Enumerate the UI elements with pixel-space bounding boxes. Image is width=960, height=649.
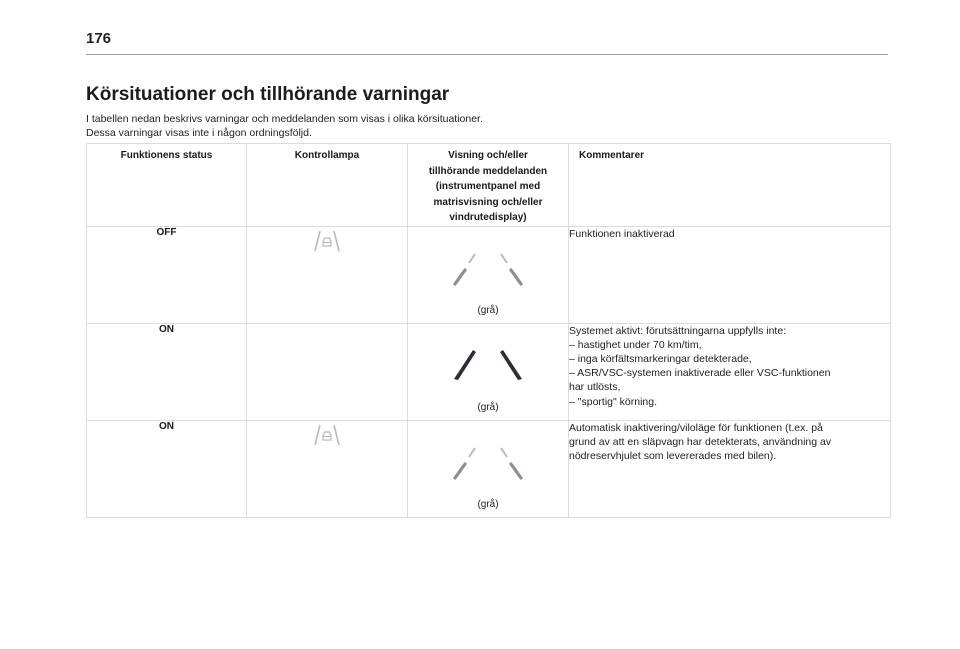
header-display-line: (instrumentpanel med — [435, 181, 541, 192]
display-cell — [408, 323, 569, 420]
header-lamp: Kontrollampa — [247, 144, 408, 227]
comment-line: grund av att en släpvagn har detekterats, användning av — [569, 435, 832, 448]
lamp-cell — [247, 226, 408, 323]
header-status: Funktionens status — [87, 144, 247, 227]
status-cell: ON — [87, 323, 247, 420]
header-comments: Kommentarer — [569, 144, 891, 227]
comment-line: har utlösts, — [569, 381, 621, 394]
comment-cell — [569, 226, 891, 323]
table-header-row — [87, 144, 891, 227]
page-number: 176 — [86, 30, 112, 47]
comment-line: nödreservhjulet som levererades med bilen). — [569, 449, 777, 462]
lamp-cell — [247, 323, 408, 420]
lane-markings-dashed-grey-icon — [438, 249, 538, 289]
table-row — [87, 420, 891, 517]
warnings-table — [86, 143, 891, 518]
comment-line: Automatisk inaktivering/viloläge för funktionen (t.ex. på — [569, 421, 823, 434]
intro-line: I tabellen nedan beskrivs varningar och meddelanden som visas i olika körsituationer. — [86, 113, 483, 125]
intro-line: Dessa varningar visas inte i någon ordningsföljd. — [86, 127, 312, 139]
comment-line: Funktionen inaktiverad — [569, 227, 675, 240]
intro-text — [86, 112, 483, 140]
comment-cell — [569, 420, 891, 517]
table-row — [87, 323, 891, 420]
status-cell: ON — [87, 420, 247, 517]
header-display-line: vindrutedisplay) — [449, 212, 527, 223]
section-title: Körsituationer och tillhörande varningar — [86, 84, 450, 105]
comment-line: – "sportig" körning. — [569, 395, 657, 408]
table-row — [87, 226, 891, 323]
top-rule — [86, 54, 888, 55]
header-display — [408, 144, 569, 227]
comment-line: – hastighet under 70 km/tim, — [569, 338, 702, 351]
lane-markings-dashed-grey-icon — [438, 443, 538, 483]
lane-markings-solid-grey-icon — [438, 346, 538, 386]
comment-cell — [569, 323, 891, 420]
lane-assist-icon — [311, 227, 343, 253]
lane-assist-icon — [311, 421, 343, 447]
display-cell — [408, 420, 569, 517]
display-note: (grå) — [477, 498, 499, 510]
header-display-line: tillhörande meddelanden — [428, 165, 548, 177]
header-display-line: matrisvisning och/eller — [433, 196, 543, 208]
comment-line: Systemet aktivt: förutsättningarna uppfylls inte: — [569, 324, 787, 337]
lamp-cell — [247, 420, 408, 517]
header-display-line: Visning och/eller — [448, 150, 528, 161]
display-note: (grå) — [477, 304, 499, 316]
display-note: (grå) — [477, 401, 499, 413]
comment-line: – ASR/VSC-systemen inaktiverade eller VSC-funktionen — [569, 367, 831, 380]
status-cell: OFF — [87, 226, 247, 323]
display-cell — [408, 226, 569, 323]
comment-line: – inga körfältsmarkeringar detekterade, — [569, 352, 752, 365]
